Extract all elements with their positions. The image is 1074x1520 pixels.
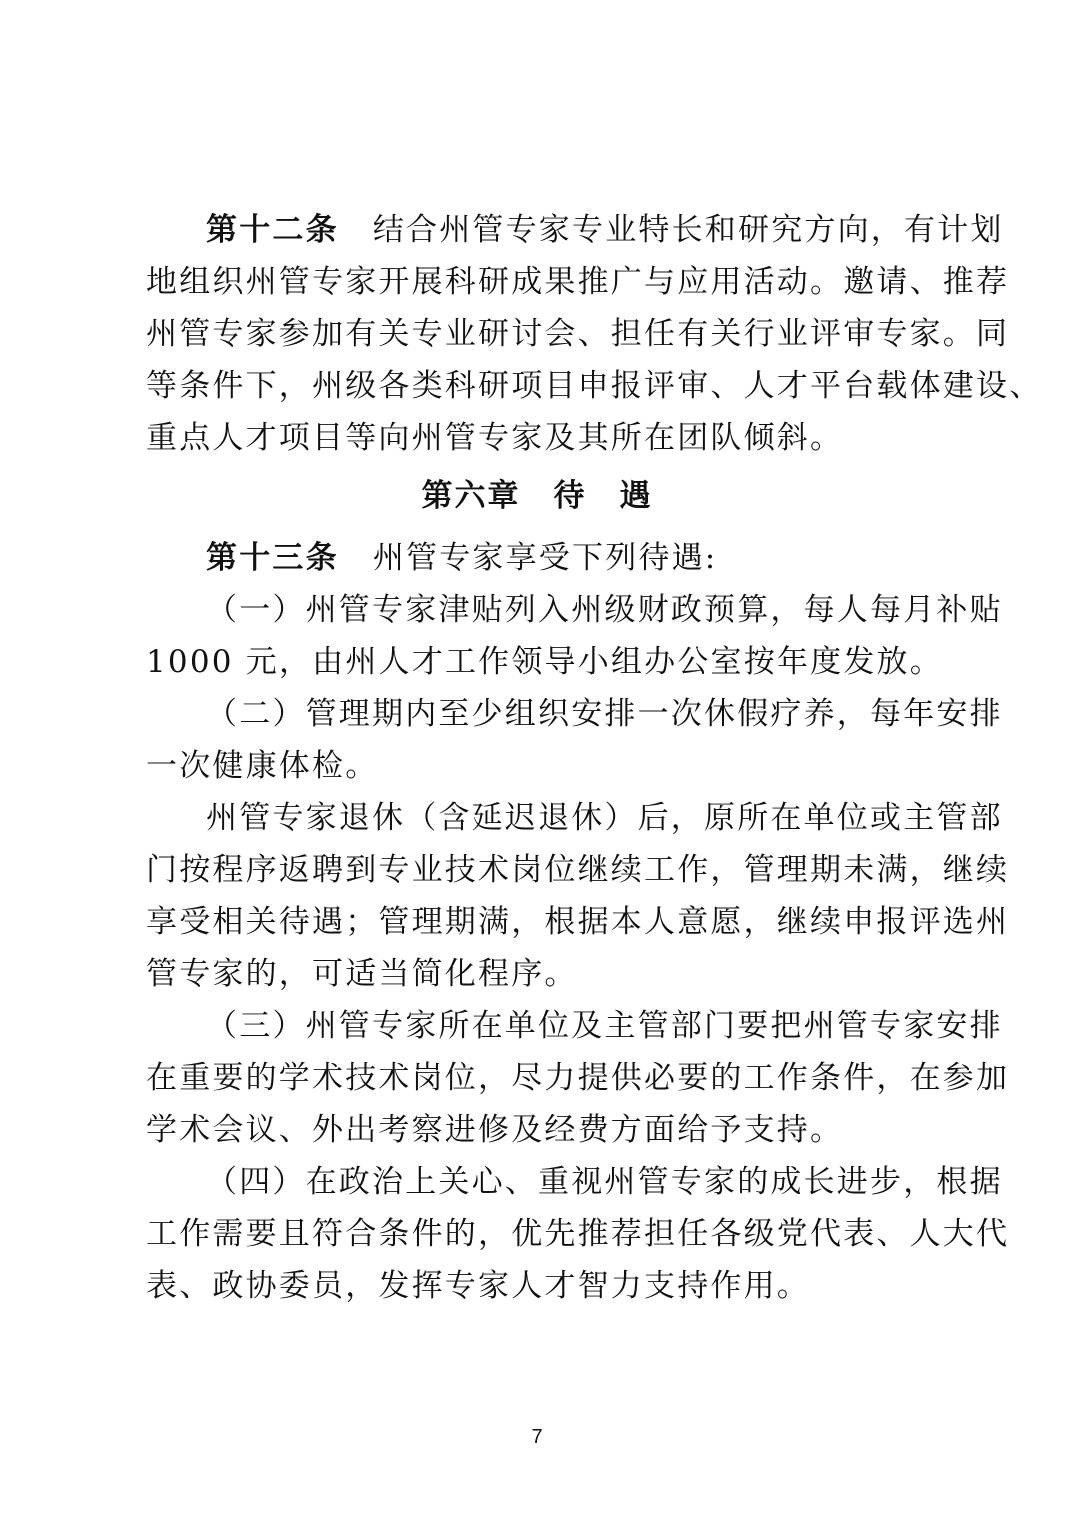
- retirement-line-2: 门按程序返聘到专业技术岗位继续工作，管理期未满，继续: [146, 852, 1010, 888]
- item-3-line-2: 在重要的学术技术岗位，尽力提供必要的工作条件，在参加: [146, 1060, 1010, 1096]
- item-3-line-3: 学术会议、外出考察进修及经费方面给予支持。: [146, 1112, 844, 1148]
- item-4-line-1: （四）在政治上关心、重视州管专家的成长进步，根据: [206, 1164, 1003, 1200]
- item-1-line-1: （一）州管专家津贴列入州级财政预算，每人每月补贴: [206, 592, 1003, 628]
- article12-heading: 第十二条: [206, 212, 339, 248]
- retirement-line-3: 享受相关待遇；管理期满，根据本人意愿，继续申报评选州: [146, 904, 1010, 940]
- article13-line-1: [206, 532, 936, 584]
- item-4-line-3: 表、政协委员，发挥专家人才智力支持作用。: [146, 1268, 810, 1304]
- article12-line-3: 州管专家参加有关专业研讨会、担任有关行业评审专家。同: [146, 316, 1010, 352]
- article13-intro: 州管专家享受下列待遇:: [372, 540, 718, 576]
- article12-line-2: 地组织州管专家开展科研成果推广与应用活动。邀请、推荐: [146, 264, 1010, 300]
- article12-line-4: 等条件下，州级各类科研项目申报评审、人才平台载体建设、: [146, 368, 1043, 404]
- item-2-line-2: 一次健康体检。: [146, 748, 379, 784]
- page-number: 7: [531, 1426, 543, 1448]
- chapter-title: 第六章 待 遇: [421, 478, 653, 514]
- retirement-line-1: 州管专家退休（含延迟退休）后，原所在单位或主管部: [206, 800, 1003, 836]
- item-2-line-1: （二）管理期内至少组织安排一次休假疗养，每年安排: [206, 696, 1003, 732]
- article12-line-5: 重点人才项目等向州管专家及其所在团队倾斜。: [146, 420, 844, 456]
- article12-line-1: [206, 204, 1004, 256]
- item-1-line-2: 1000 元，由州人才工作领导小组办公室按年度发放。: [146, 644, 943, 680]
- article12-text-1: 结合州管专家专业特长和研究方向，有计划: [372, 212, 1004, 248]
- item-3-line-1: （三）州管专家所在单位及主管部门要把州管专家安排: [206, 1008, 1003, 1044]
- article13-heading: 第十三条: [206, 540, 339, 576]
- retirement-line-4: 管专家的，可适当简化程序。: [146, 956, 578, 992]
- item-4-line-2: 工作需要且符合条件的，优先推荐担任各级党代表、人大代: [146, 1216, 1010, 1252]
